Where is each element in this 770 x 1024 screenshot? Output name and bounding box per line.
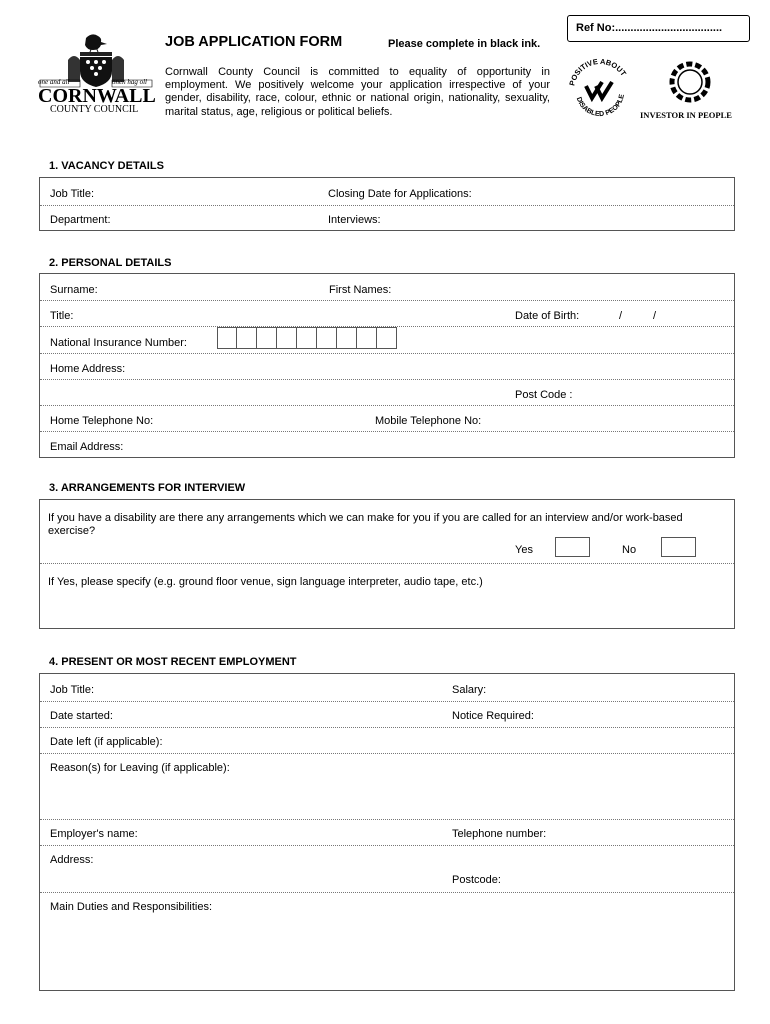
ni-cell[interactable] (277, 327, 297, 349)
employment-box (39, 673, 735, 991)
personal-details-box (39, 273, 735, 458)
equality-statement: Cornwall County Council is committed to equality of opportunity in employment. We positively welcome your application irrespective of your gender, disability, race, colour, ethnic or national origin, nationality, sexuality, marital status, age, religious or political beliefs. (165, 66, 550, 118)
page-title: JOB APPLICATION FORM (165, 34, 343, 50)
email-label: Email Address: (50, 441, 124, 453)
ni-cell[interactable] (217, 327, 237, 349)
date-started-label: Date started: (50, 710, 113, 722)
address-label: Address: (50, 854, 94, 866)
notice-label: Notice Required: (452, 710, 534, 722)
disability-question: If you have a disability are there any arrangements which we can make for you if you are called for an interview and/or work-based exercise? (48, 512, 683, 537)
ink-instruction: Please complete in black ink. (388, 38, 541, 50)
investor-in-people-logo (640, 58, 740, 124)
ni-cell[interactable] (317, 327, 337, 349)
council-subname: COUNTY COUNCIL (50, 104, 139, 115)
yes-checkbox[interactable] (555, 537, 590, 557)
employer-name-label: Employer's name: (50, 828, 138, 840)
surname-label: Surname: (50, 284, 98, 296)
ni-number-label: National Insurance Number: (50, 337, 187, 349)
dob-separator: / (653, 310, 657, 322)
positive-about-disabled-people-logo (566, 56, 634, 124)
laurel-wreath-icon (640, 58, 740, 108)
job-title-label: Job Title: (50, 188, 95, 200)
home-address-label: Home Address: (50, 363, 126, 375)
no-checkbox[interactable] (661, 537, 696, 557)
department-label: Department: (50, 214, 111, 226)
vacancy-details-box (39, 177, 735, 231)
reasons-label: Reason(s) for Leaving (if applicable): (50, 762, 230, 774)
ref-number-field[interactable]: Ref No:................................... (567, 15, 750, 42)
specify-label: If Yes, please specify (e.g. ground floor venue, sign language interpreter, audio tape, etc.) (48, 576, 483, 588)
section-title-vacancy: 1. VACANCY DETAILS (49, 160, 164, 172)
mobile-tel-label: Mobile Telephone No: (375, 415, 482, 427)
postcode-label: Postcode: (452, 874, 501, 886)
ni-cell[interactable] (297, 327, 317, 349)
council-name: CORNWALL (38, 85, 156, 107)
ni-cell[interactable] (337, 327, 357, 349)
section-title-personal: 2. PERSONAL DETAILS (49, 257, 172, 269)
positive-about-text: POSITIVE ABOUT (567, 56, 629, 87)
title-label: Title: (50, 310, 74, 322)
date-left-label: Date left (if applicable): (50, 736, 163, 748)
motto-left: one and all (38, 78, 70, 86)
svg-text:POSITIVE ABOUT (567, 57, 628, 87)
telephone-label: Telephone number: (452, 828, 547, 840)
home-tel-label: Home Telephone No: (50, 415, 154, 427)
salary-label: Salary: (452, 684, 487, 696)
post-code-label: Post Code : (515, 389, 573, 401)
emp-job-title-label: Job Title: (50, 684, 95, 696)
first-names-label: First Names: (329, 284, 392, 296)
ni-cell[interactable] (377, 327, 397, 349)
ni-cell[interactable] (257, 327, 277, 349)
arrangements-box (39, 499, 735, 629)
section-title-employment: 4. PRESENT OR MOST RECENT EMPLOYMENT (49, 656, 297, 668)
investor-name: INVESTOR IN PEOPLE (640, 110, 732, 120)
ni-cell[interactable] (237, 327, 257, 349)
two-ticks-icon (566, 56, 634, 124)
duties-label: Main Duties and Responsibilities: (50, 901, 213, 913)
disabled-people-text: DISABLED PEOPLE (574, 93, 626, 119)
interviews-label: Interviews: (328, 214, 381, 226)
yes-label: Yes (515, 544, 533, 556)
closing-date-label: Closing Date for Applications: (328, 188, 472, 200)
no-label: No (622, 544, 637, 556)
dob-separator: / (619, 310, 623, 322)
ni-cell[interactable] (357, 327, 377, 349)
cornwall-council-logo (36, 30, 156, 120)
ni-number-input[interactable] (217, 327, 397, 349)
section-title-arrangements: 3. ARRANGEMENTS FOR INTERVIEW (49, 482, 246, 494)
dob-label: Date of Birth: (515, 310, 580, 322)
motto-right: onen hag oll (112, 78, 147, 86)
